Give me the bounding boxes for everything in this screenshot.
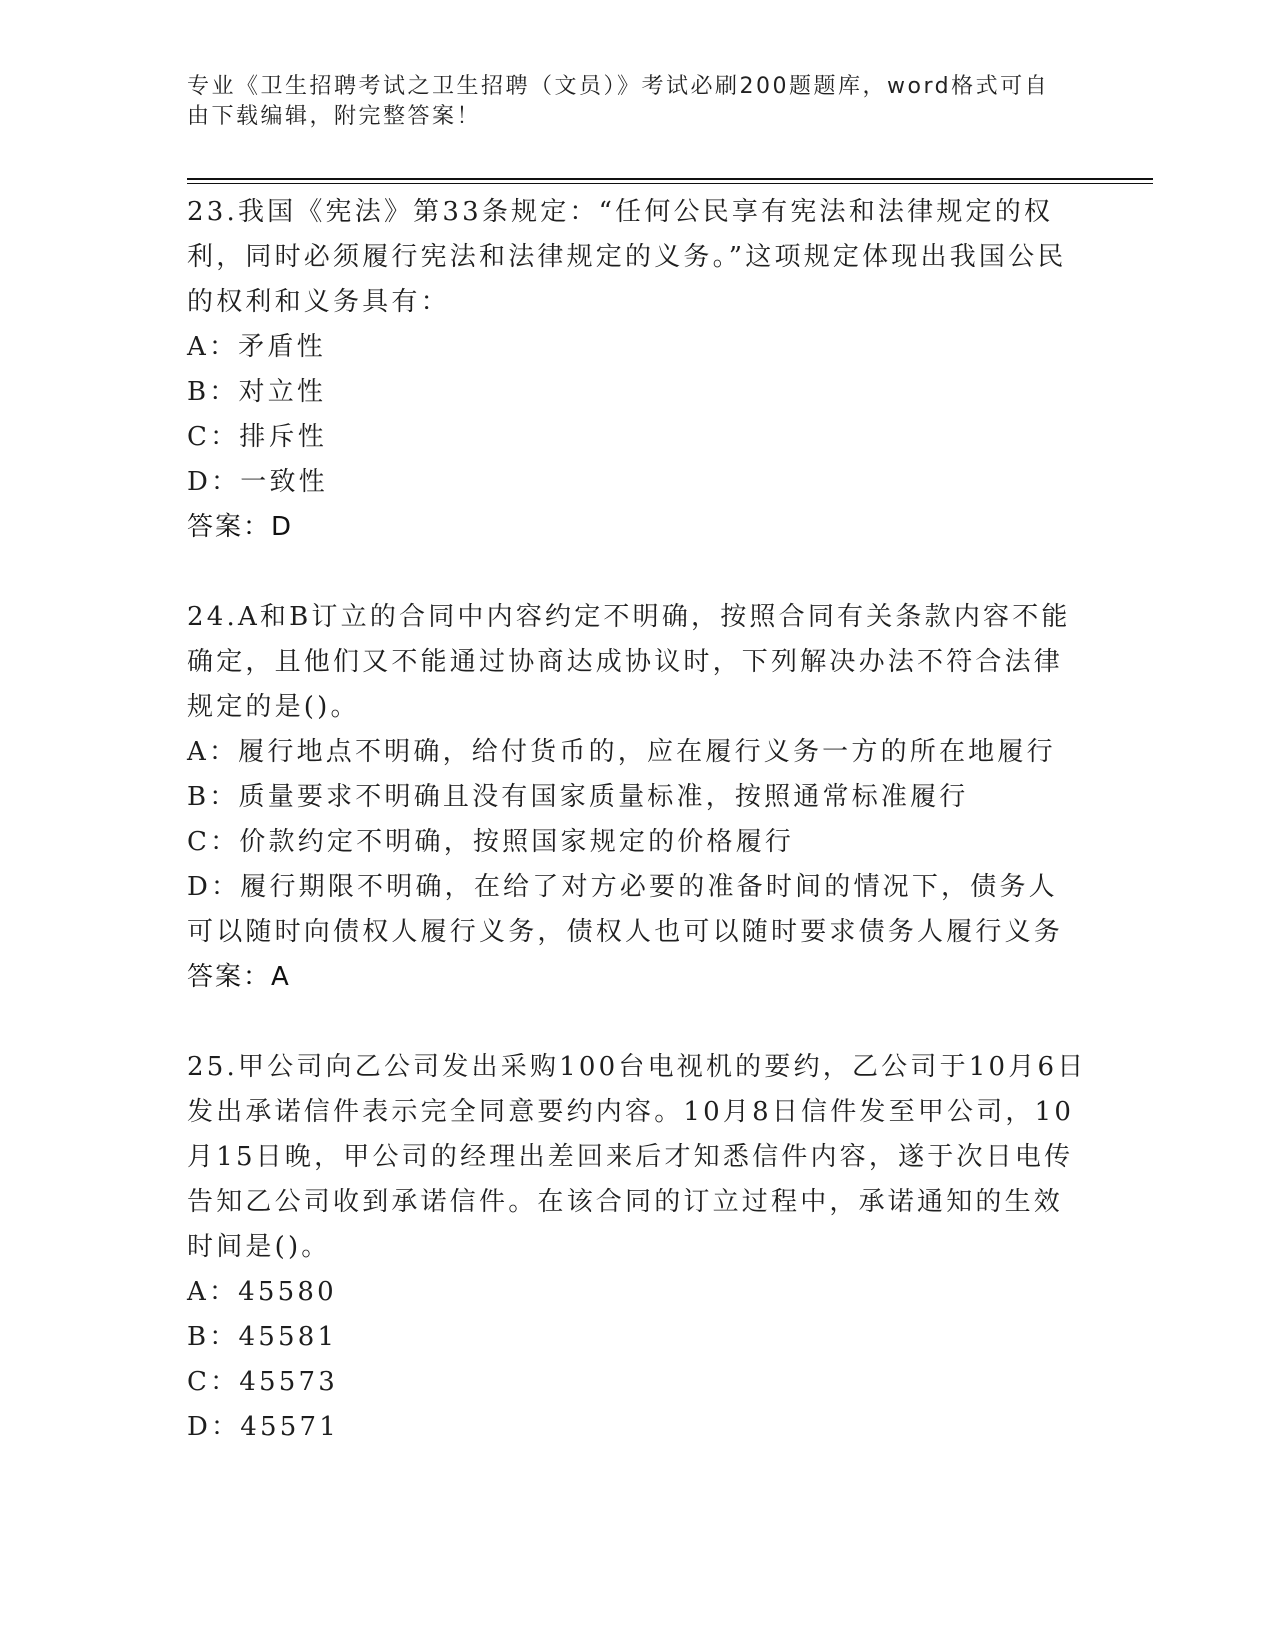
- question-24: [187, 595, 1087, 1000]
- option-d: D：45571: [187, 1412, 339, 1442]
- answer-line: 答案：A: [187, 962, 291, 992]
- option-c: C：价款约定不明确，按照国家规定的价格履行: [187, 827, 795, 857]
- answer-line: 答案：D: [187, 512, 294, 542]
- option-a: A：矛盾性: [187, 332, 326, 362]
- option-d: D：履行期限不明确，在给了对方必要的准备时间的情况下，债务人可以随时向债权人履行义务，债权人也可以随时要求债务人履行义务: [187, 872, 1064, 947]
- option-c: C：排斥性: [187, 422, 327, 452]
- question-stem: 25.甲公司向乙公司发出采购100台电视机的要约，乙公司于10月6日发出承诺信件表示完全同意要约内容。10月8日信件发至甲公司，10月15日晚，甲公司的经理出差回来后才知悉信件内容，遂于次日电传告知乙公司收到承诺信件。在该合同的订立过程中，承诺通知的生效时间是()。: [187, 1052, 1087, 1262]
- document-header: 专业《卫生招聘考试之卫生招聘（文员）》考试必刷200题题库，word格式可自由下载编辑，附完整答案！: [187, 74, 1050, 129]
- option-b: B：45581: [187, 1322, 338, 1352]
- option-a: A：45580: [187, 1277, 337, 1307]
- question-25: [187, 1045, 1087, 1450]
- question-stem: 24.A和B订立的合同中内容约定不明确，按照合同有关条款内容不能确定，且他们又不能通过协商达成协议时，下列解决办法不符合法律规定的是()。: [187, 602, 1071, 722]
- header-divider-thick: [187, 178, 1153, 180]
- question-spacer: [187, 1000, 1087, 1045]
- header-divider-thin: [187, 183, 1153, 184]
- option-a: A：履行地点不明确，给付货币的，应在履行义务一方的所在地履行: [187, 737, 1056, 767]
- option-b: B：质量要求不明确且没有国家质量标准，按照通常标准履行: [187, 782, 969, 812]
- question-spacer: [187, 550, 1087, 595]
- option-d: D：一致性: [187, 467, 328, 497]
- option-c: C：45573: [187, 1367, 339, 1397]
- question-stem: 23.我国《宪法》第33条规定：“任何公民享有宪法和法律规定的权利，同时必须履行宪法和法律规定的义务。”这项规定体现出我国公民的权利和义务具有：: [187, 197, 1067, 317]
- question-list: [187, 190, 1087, 1450]
- option-b: B：对立性: [187, 377, 327, 407]
- question-23: [187, 190, 1087, 550]
